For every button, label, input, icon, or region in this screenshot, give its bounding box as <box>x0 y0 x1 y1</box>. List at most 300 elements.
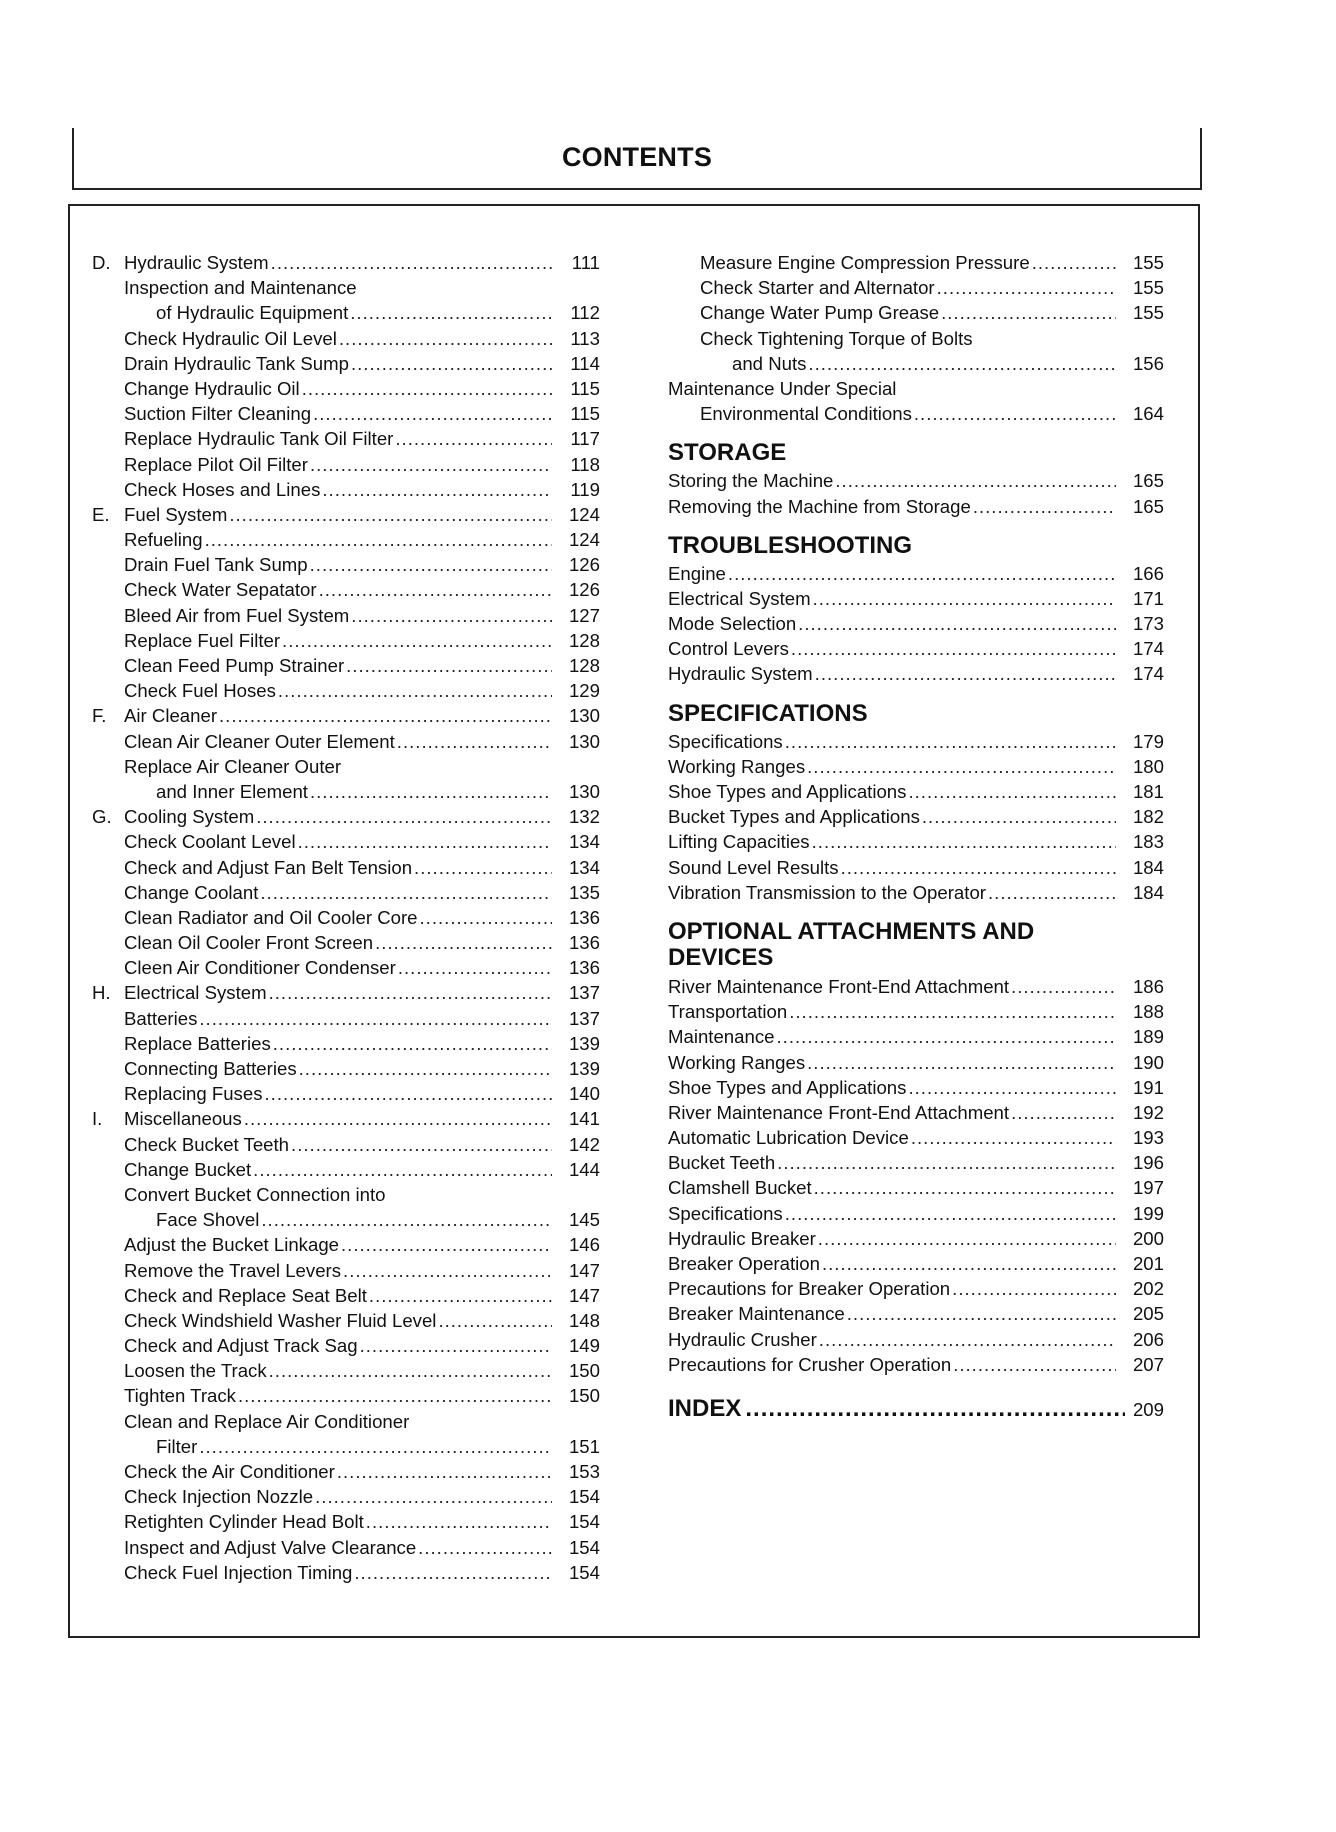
toc-entry <box>92 250 600 275</box>
toc-entry-title: Clean Oil Cooler Front Screen <box>124 930 375 955</box>
dot-leader <box>908 779 1116 804</box>
dot-leader <box>789 999 1116 1024</box>
dot-leader <box>282 628 552 653</box>
toc-entry-title: Clamshell Bucket <box>668 1175 814 1200</box>
dot-leader <box>818 1226 1116 1251</box>
toc-entry-title: Check Hydraulic Oil Level <box>124 326 339 351</box>
toc-page-number: 180 <box>1132 755 1164 777</box>
toc-entry <box>92 1560 600 1585</box>
toc-entry-title: Cooling System <box>124 804 256 829</box>
toc-page-number: 197 <box>1132 1177 1164 1199</box>
dot-leader <box>244 1106 552 1131</box>
dot-leader <box>298 829 552 854</box>
dot-leader <box>310 779 552 804</box>
toc-entry-title: Check Windshield Washer Fluid Level <box>124 1308 438 1333</box>
toc-entry <box>668 494 1164 519</box>
toc-page-number: 184 <box>1132 881 1164 903</box>
dot-leader <box>1011 974 1116 999</box>
dot-leader <box>351 351 552 376</box>
dot-leader <box>351 603 552 628</box>
dot-leader <box>807 1050 1116 1075</box>
toc-page-number: 129 <box>568 680 600 702</box>
toc-entry <box>668 250 1164 275</box>
toc-entry <box>92 502 600 527</box>
toc-page-number: 134 <box>568 856 600 878</box>
dot-leader <box>261 1207 552 1232</box>
toc-entry <box>668 1276 1164 1301</box>
dot-leader <box>322 477 552 502</box>
contents-title-box <box>72 128 1202 190</box>
toc-page-number: 136 <box>568 957 600 979</box>
dot-leader <box>785 1201 1116 1226</box>
dot-leader <box>375 930 552 955</box>
toc-page-number: 112 <box>570 302 600 324</box>
index-page-number: 209 <box>1132 1398 1164 1420</box>
toc-entry <box>92 401 600 426</box>
toc-entry-title: Refueling <box>124 527 205 552</box>
toc-entry-title: Check Water Sepatator <box>124 577 319 602</box>
toc-entry <box>668 1024 1164 1049</box>
toc-entry <box>92 452 600 477</box>
dot-leader <box>310 552 552 577</box>
toc-page-number: 189 <box>1132 1026 1164 1048</box>
toc-entry <box>668 729 1164 754</box>
dot-leader <box>219 703 552 728</box>
toc-entry-title: Inspect and Adjust Valve Clearance <box>124 1535 418 1560</box>
dot-leader <box>941 300 1116 325</box>
toc-page-number: 201 <box>1132 1253 1164 1274</box>
dot-leader <box>260 880 552 905</box>
toc-entry <box>668 880 1164 905</box>
toc-page-number: 202 <box>1132 1278 1164 1300</box>
toc-page-number: 148 <box>568 1309 600 1331</box>
toc-entry-title: Replace Pilot Oil Filter <box>124 452 310 477</box>
index-label: INDEX <box>668 1394 742 1422</box>
toc-entry-title: Check Tightening Torque of Bolts <box>700 326 975 351</box>
toc-entry <box>668 829 1164 854</box>
toc-page-number: 155 <box>1132 252 1164 273</box>
toc-entry-title: Filter <box>156 1434 199 1459</box>
toc-entry <box>668 561 1164 586</box>
toc-entry <box>92 1409 600 1434</box>
toc-entry <box>668 855 1164 880</box>
toc-entry-title: Mode Selection <box>668 611 798 636</box>
toc-entry-title: Specifications <box>668 1201 785 1226</box>
toc-entry <box>92 1484 600 1509</box>
toc-entry <box>668 468 1164 493</box>
dot-leader <box>341 1232 552 1257</box>
toc-page-number: 156 <box>1132 352 1164 374</box>
toc-entry-title: of Hydraulic Equipment <box>156 300 350 325</box>
dot-leader <box>1011 1100 1116 1125</box>
toc-page-number: 130 <box>568 730 600 752</box>
toc-entry-title: Check Coolant Level <box>124 829 298 854</box>
toc-entry <box>668 401 1164 426</box>
toc-entry <box>668 779 1164 804</box>
toc-page-number: 137 <box>568 1007 600 1029</box>
dot-leader <box>346 653 552 678</box>
toc-entry-title: Change Hydraulic Oil <box>124 376 302 401</box>
right-column <box>668 250 1164 1423</box>
toc-entry <box>92 1182 600 1207</box>
toc-entry-title: Check Fuel Hoses <box>124 678 278 703</box>
contents-box <box>68 204 1200 1638</box>
toc-entry <box>668 1301 1164 1326</box>
dot-leader <box>366 1509 552 1534</box>
toc-entry-title: Hydraulic System <box>668 661 815 686</box>
toc-entry <box>92 955 600 980</box>
dot-leader <box>273 1031 552 1056</box>
toc-page-number: 154 <box>568 1486 600 1508</box>
toc-page-number: 174 <box>1132 663 1164 685</box>
toc-entry <box>92 1308 600 1333</box>
toc-entry-title: Clean Radiator and Oil Cooler Core <box>124 905 420 930</box>
toc-page-number: 164 <box>1132 403 1164 425</box>
dot-leader <box>953 1352 1116 1377</box>
dot-leader <box>847 1301 1116 1326</box>
toc-entry-title: Change Bucket <box>124 1157 253 1182</box>
toc-page-number: 149 <box>568 1335 600 1357</box>
toc-page-number: 192 <box>1132 1101 1164 1123</box>
toc-entry-title: Hydraulic Breaker <box>668 1226 818 1251</box>
toc-page-number: 113 <box>570 327 600 349</box>
toc-page-number: 186 <box>1132 975 1164 997</box>
toc-entry-title: Removing the Machine from Storage <box>668 494 973 519</box>
section-letter: H. <box>92 982 111 1004</box>
toc-entry-title: Precautions for Crusher Operation <box>668 1352 953 1377</box>
toc-entry <box>92 426 600 451</box>
dot-leader <box>418 1535 552 1560</box>
dot-leader <box>313 401 552 426</box>
toc-entry-title: Check Injection Nozzle <box>124 1484 315 1509</box>
toc-entry-title: River Maintenance Front-End Attachment <box>668 1100 1011 1125</box>
dot-leader <box>728 561 1116 586</box>
toc-entry-title: Clean and Replace Air Conditioner <box>124 1409 411 1434</box>
toc-page-number: 188 <box>1132 1001 1164 1023</box>
dot-leader <box>973 494 1116 519</box>
toc-entry <box>668 1050 1164 1075</box>
dot-leader <box>360 1333 552 1358</box>
toc-page-number: 154 <box>568 1561 600 1583</box>
dot-leader <box>354 1560 552 1585</box>
dot-leader <box>776 1024 1116 1049</box>
toc-entry <box>92 275 600 300</box>
toc-entry-title: Cleen Air Conditioner Condenser <box>124 955 398 980</box>
toc-page-number: 146 <box>568 1234 600 1256</box>
dot-leader <box>319 577 552 602</box>
dot-leader <box>291 1132 552 1157</box>
dot-leader <box>835 468 1116 493</box>
toc-entry <box>92 552 600 577</box>
toc-page-number: 155 <box>1132 302 1164 324</box>
dot-leader <box>269 1358 552 1383</box>
toc-page-number: 145 <box>568 1209 600 1231</box>
toc-entry-title: Shoe Types and Applications <box>668 779 908 804</box>
toc-entry-title: Check the Air Conditioner <box>124 1459 337 1484</box>
toc-page-number: 207 <box>1132 1353 1164 1375</box>
toc-page-number: 134 <box>568 831 600 853</box>
toc-entry-title: Storing the Machine <box>668 468 835 493</box>
toc-entry <box>668 275 1164 300</box>
toc-entry <box>92 1383 600 1408</box>
toc-entry-title: Check Bucket Teeth <box>124 1132 291 1157</box>
toc-entry <box>92 779 600 804</box>
toc-page-number: 139 <box>568 1032 600 1054</box>
toc-entry <box>668 1327 1164 1352</box>
toc-entry-title: Control Levers <box>668 636 791 661</box>
toc-page-number: 179 <box>1132 730 1164 752</box>
toc-entry-title: Precautions for Breaker Operation <box>668 1276 952 1301</box>
toc-entry <box>668 376 1164 401</box>
toc-entry-title: Bleed Air from Fuel System <box>124 603 351 628</box>
toc-page-number: 130 <box>568 705 600 727</box>
toc-entry <box>668 1100 1164 1125</box>
toc-page-number: 142 <box>568 1133 600 1155</box>
toc-page-number: 150 <box>568 1360 600 1382</box>
toc-entry-title: Clean Air Cleaner Outer Element <box>124 729 397 754</box>
toc-entry <box>92 1056 600 1081</box>
toc-entry-title: Automatic Lubrication Device <box>668 1125 911 1150</box>
toc-entry-title: Hydraulic Crusher <box>668 1327 819 1352</box>
dot-leader <box>253 1157 552 1182</box>
toc-entry <box>668 1150 1164 1175</box>
toc-entry <box>668 1201 1164 1226</box>
toc-entry-title: Replace Hydraulic Tank Oil Filter <box>124 426 395 451</box>
toc-page-number: 153 <box>568 1461 600 1482</box>
toc-entry-title: Sound Level Results <box>668 855 841 880</box>
toc-entry-title: Change Coolant <box>124 880 260 905</box>
dot-leader <box>937 275 1116 300</box>
toc-entry <box>92 980 600 1005</box>
toc-entry-title: and Inner Element <box>156 779 310 804</box>
dot-leader <box>269 980 552 1005</box>
dot-leader <box>911 1125 1116 1150</box>
toc-entry-title: Maintenance <box>668 1024 776 1049</box>
dot-leader <box>302 376 552 401</box>
toc-entry-title: Air Cleaner <box>124 703 219 728</box>
toc-entry-title: Vibration Transmission to the Operator <box>668 880 988 905</box>
dot-leader <box>815 661 1116 686</box>
toc-entry-title: Replace Air Cleaner Outer <box>124 754 343 779</box>
dot-leader <box>791 636 1116 661</box>
toc-page-number: 165 <box>1132 495 1164 517</box>
dot-leader <box>238 1383 552 1408</box>
toc-entry-title: Change Water Pump Grease <box>700 300 941 325</box>
section-letter: F. <box>92 705 107 727</box>
toc-page-number: 183 <box>1132 831 1164 853</box>
toc-entry-title: Check Fuel Injection Timing <box>124 1560 354 1585</box>
toc-page-number: 165 <box>1132 470 1164 492</box>
dot-leader <box>199 1006 552 1031</box>
toc-entry <box>668 1352 1164 1377</box>
section-letter: D. <box>92 252 111 273</box>
dot-leader <box>369 1283 552 1308</box>
toc-page-number: 184 <box>1132 856 1164 878</box>
toc-entry-title: Working Ranges <box>668 1050 807 1075</box>
dot-leader <box>988 880 1116 905</box>
toc-entry-title: Maintenance Under Special <box>668 376 898 401</box>
toc-entry <box>668 999 1164 1024</box>
toc-page-number: 166 <box>1132 562 1164 584</box>
toc-entry-title: Clean Feed Pump Strainer <box>124 653 346 678</box>
toc-page-number: 147 <box>568 1259 600 1281</box>
dot-leader <box>908 1075 1116 1100</box>
toc-entry <box>668 804 1164 829</box>
toc-entry <box>92 1106 600 1131</box>
dot-leader <box>265 1081 553 1106</box>
toc-entry <box>92 628 600 653</box>
toc-entry-title: Inspection and Maintenance <box>124 275 359 300</box>
toc-entry <box>668 351 1164 376</box>
toc-page-number: 200 <box>1132 1227 1164 1249</box>
dot-leader <box>256 804 552 829</box>
toc-entry <box>92 1031 600 1056</box>
dot-leader <box>229 502 552 527</box>
dot-leader <box>337 1459 552 1484</box>
dot-leader <box>350 300 552 325</box>
toc-entry <box>92 300 600 325</box>
toc-page-number: 115 <box>570 403 600 425</box>
toc-entry-title: Electrical System <box>668 586 813 611</box>
toc-entry <box>668 326 1164 351</box>
toc-page-number: 135 <box>568 881 600 903</box>
toc-entry-title: Batteries <box>124 1006 199 1031</box>
toc-entry <box>92 1157 600 1182</box>
dot-leader <box>315 1484 552 1509</box>
toc-entry-title: Electrical System <box>124 980 269 1005</box>
dot-leader <box>822 1251 1116 1276</box>
toc-entry <box>668 1226 1164 1251</box>
toc-page-number: 154 <box>568 1536 600 1558</box>
toc-entry-title: Miscellaneous <box>124 1106 244 1131</box>
dot-leader <box>777 1150 1116 1175</box>
toc-entry-title: Suction Filter Cleaning <box>124 401 313 426</box>
toc-entry <box>92 880 600 905</box>
toc-entry <box>92 930 600 955</box>
dot-leader <box>343 1258 552 1283</box>
toc-page-number: 127 <box>568 604 600 626</box>
toc-entry <box>668 1175 1164 1200</box>
dot-leader <box>278 678 552 703</box>
toc-entry <box>92 855 600 880</box>
left-column <box>92 250 600 1585</box>
toc-page-number: 140 <box>568 1083 600 1105</box>
toc-entry-title: Shoe Types and Applications <box>668 1075 908 1100</box>
dot-leader <box>420 905 552 930</box>
toc-page-number: 173 <box>1132 613 1164 635</box>
toc-page-number: 191 <box>1132 1076 1164 1098</box>
toc-entry <box>92 351 600 376</box>
dot-leader <box>922 804 1116 829</box>
toc-page-number: 144 <box>568 1158 600 1180</box>
toc-entry-title: Measure Engine Compression Pressure <box>700 250 1032 275</box>
toc-entry <box>92 1207 600 1232</box>
toc-entry <box>668 636 1164 661</box>
toc-page-number: 181 <box>1132 781 1164 802</box>
dot-leader <box>299 1056 552 1081</box>
toc-entry-title: Replacing Fuses <box>124 1081 265 1106</box>
toc-entry-title: Check Starter and Alternator <box>700 275 937 300</box>
section-heading: SPECIFICATIONS <box>668 699 868 727</box>
toc-entry-title: Breaker Operation <box>668 1251 822 1276</box>
toc-entry-title: Working Ranges <box>668 754 807 779</box>
toc-page-number: 124 <box>568 529 600 551</box>
toc-entry-title: Replace Batteries <box>124 1031 273 1056</box>
toc-page-number: 205 <box>1132 1303 1164 1325</box>
dot-leader <box>808 351 1116 376</box>
toc-entry-title: Engine <box>668 561 728 586</box>
toc-entry-title: Drain Fuel Tank Sump <box>124 552 310 577</box>
page-title: CONTENTS <box>561 142 713 172</box>
toc-entry-title: Tighten Track <box>124 1383 238 1408</box>
toc-page-number: 111 <box>571 252 600 273</box>
section-heading: STORAGE <box>668 439 787 467</box>
toc-entry-title: Connecting Batteries <box>124 1056 299 1081</box>
dot-leader <box>398 955 552 980</box>
toc-page-number: 155 <box>1132 277 1164 299</box>
toc-page-number: 206 <box>1132 1328 1164 1350</box>
toc-page-number: 137 <box>568 982 600 1004</box>
toc-entry-title: River Maintenance Front-End Attachment <box>668 974 1011 999</box>
toc-entry <box>92 376 600 401</box>
toc-page-number: 150 <box>568 1385 600 1407</box>
toc-entry <box>92 1081 600 1106</box>
toc-page-number: 174 <box>1132 638 1164 660</box>
toc-entry-title: Retighten Cylinder Head Bolt <box>124 1509 366 1534</box>
toc-page-number: 119 <box>570 478 600 500</box>
toc-page-number: 182 <box>1132 806 1164 828</box>
toc-page-number: 128 <box>568 655 600 676</box>
index-entry <box>668 1395 1164 1423</box>
toc-page-number: 124 <box>568 503 600 525</box>
toc-page-number: 117 <box>570 428 600 450</box>
toc-entry <box>92 829 600 854</box>
toc-entry-title: Hydraulic System <box>124 250 271 275</box>
toc-entry-title: Transportation <box>668 999 789 1024</box>
toc-page-number: 199 <box>1132 1202 1164 1224</box>
toc-page-number: 130 <box>568 780 600 802</box>
toc-page-number: 193 <box>1132 1127 1164 1149</box>
toc-entry <box>92 1006 600 1031</box>
section-heading: TROUBLESHOOTING <box>668 531 912 559</box>
toc-entry-title: Lifting Capacities <box>668 829 812 854</box>
toc-entry <box>92 1258 600 1283</box>
toc-entry-title: Specifications <box>668 729 785 754</box>
toc-entry-title: Check Hoses and Lines <box>124 477 322 502</box>
toc-entry-title: Check and Replace Seat Belt <box>124 1283 369 1308</box>
toc-page-number: 126 <box>568 579 600 601</box>
toc-page-number: 136 <box>568 906 600 928</box>
dot-leader <box>745 1395 1125 1423</box>
toc-entry <box>668 611 1164 636</box>
toc-entry <box>668 754 1164 779</box>
dot-leader <box>397 729 552 754</box>
section-letter: E. <box>92 503 110 525</box>
toc-entry-title: Check and Adjust Track Sag <box>124 1333 360 1358</box>
toc-entry-title: Loosen the Track <box>124 1358 269 1383</box>
dot-leader <box>819 1327 1116 1352</box>
toc-entry <box>92 477 600 502</box>
toc-entry-title: Remove the Travel Levers <box>124 1258 343 1283</box>
toc-page-number: 136 <box>568 932 600 954</box>
dot-leader <box>1032 250 1116 275</box>
section-letter: I. <box>92 1108 103 1130</box>
toc-entry <box>92 1535 600 1560</box>
toc-entry-title: Bucket Teeth <box>668 1150 777 1175</box>
toc-page-number: 132 <box>568 806 600 828</box>
toc-entry-title: Environmental Conditions <box>700 401 914 426</box>
toc-entry <box>668 586 1164 611</box>
